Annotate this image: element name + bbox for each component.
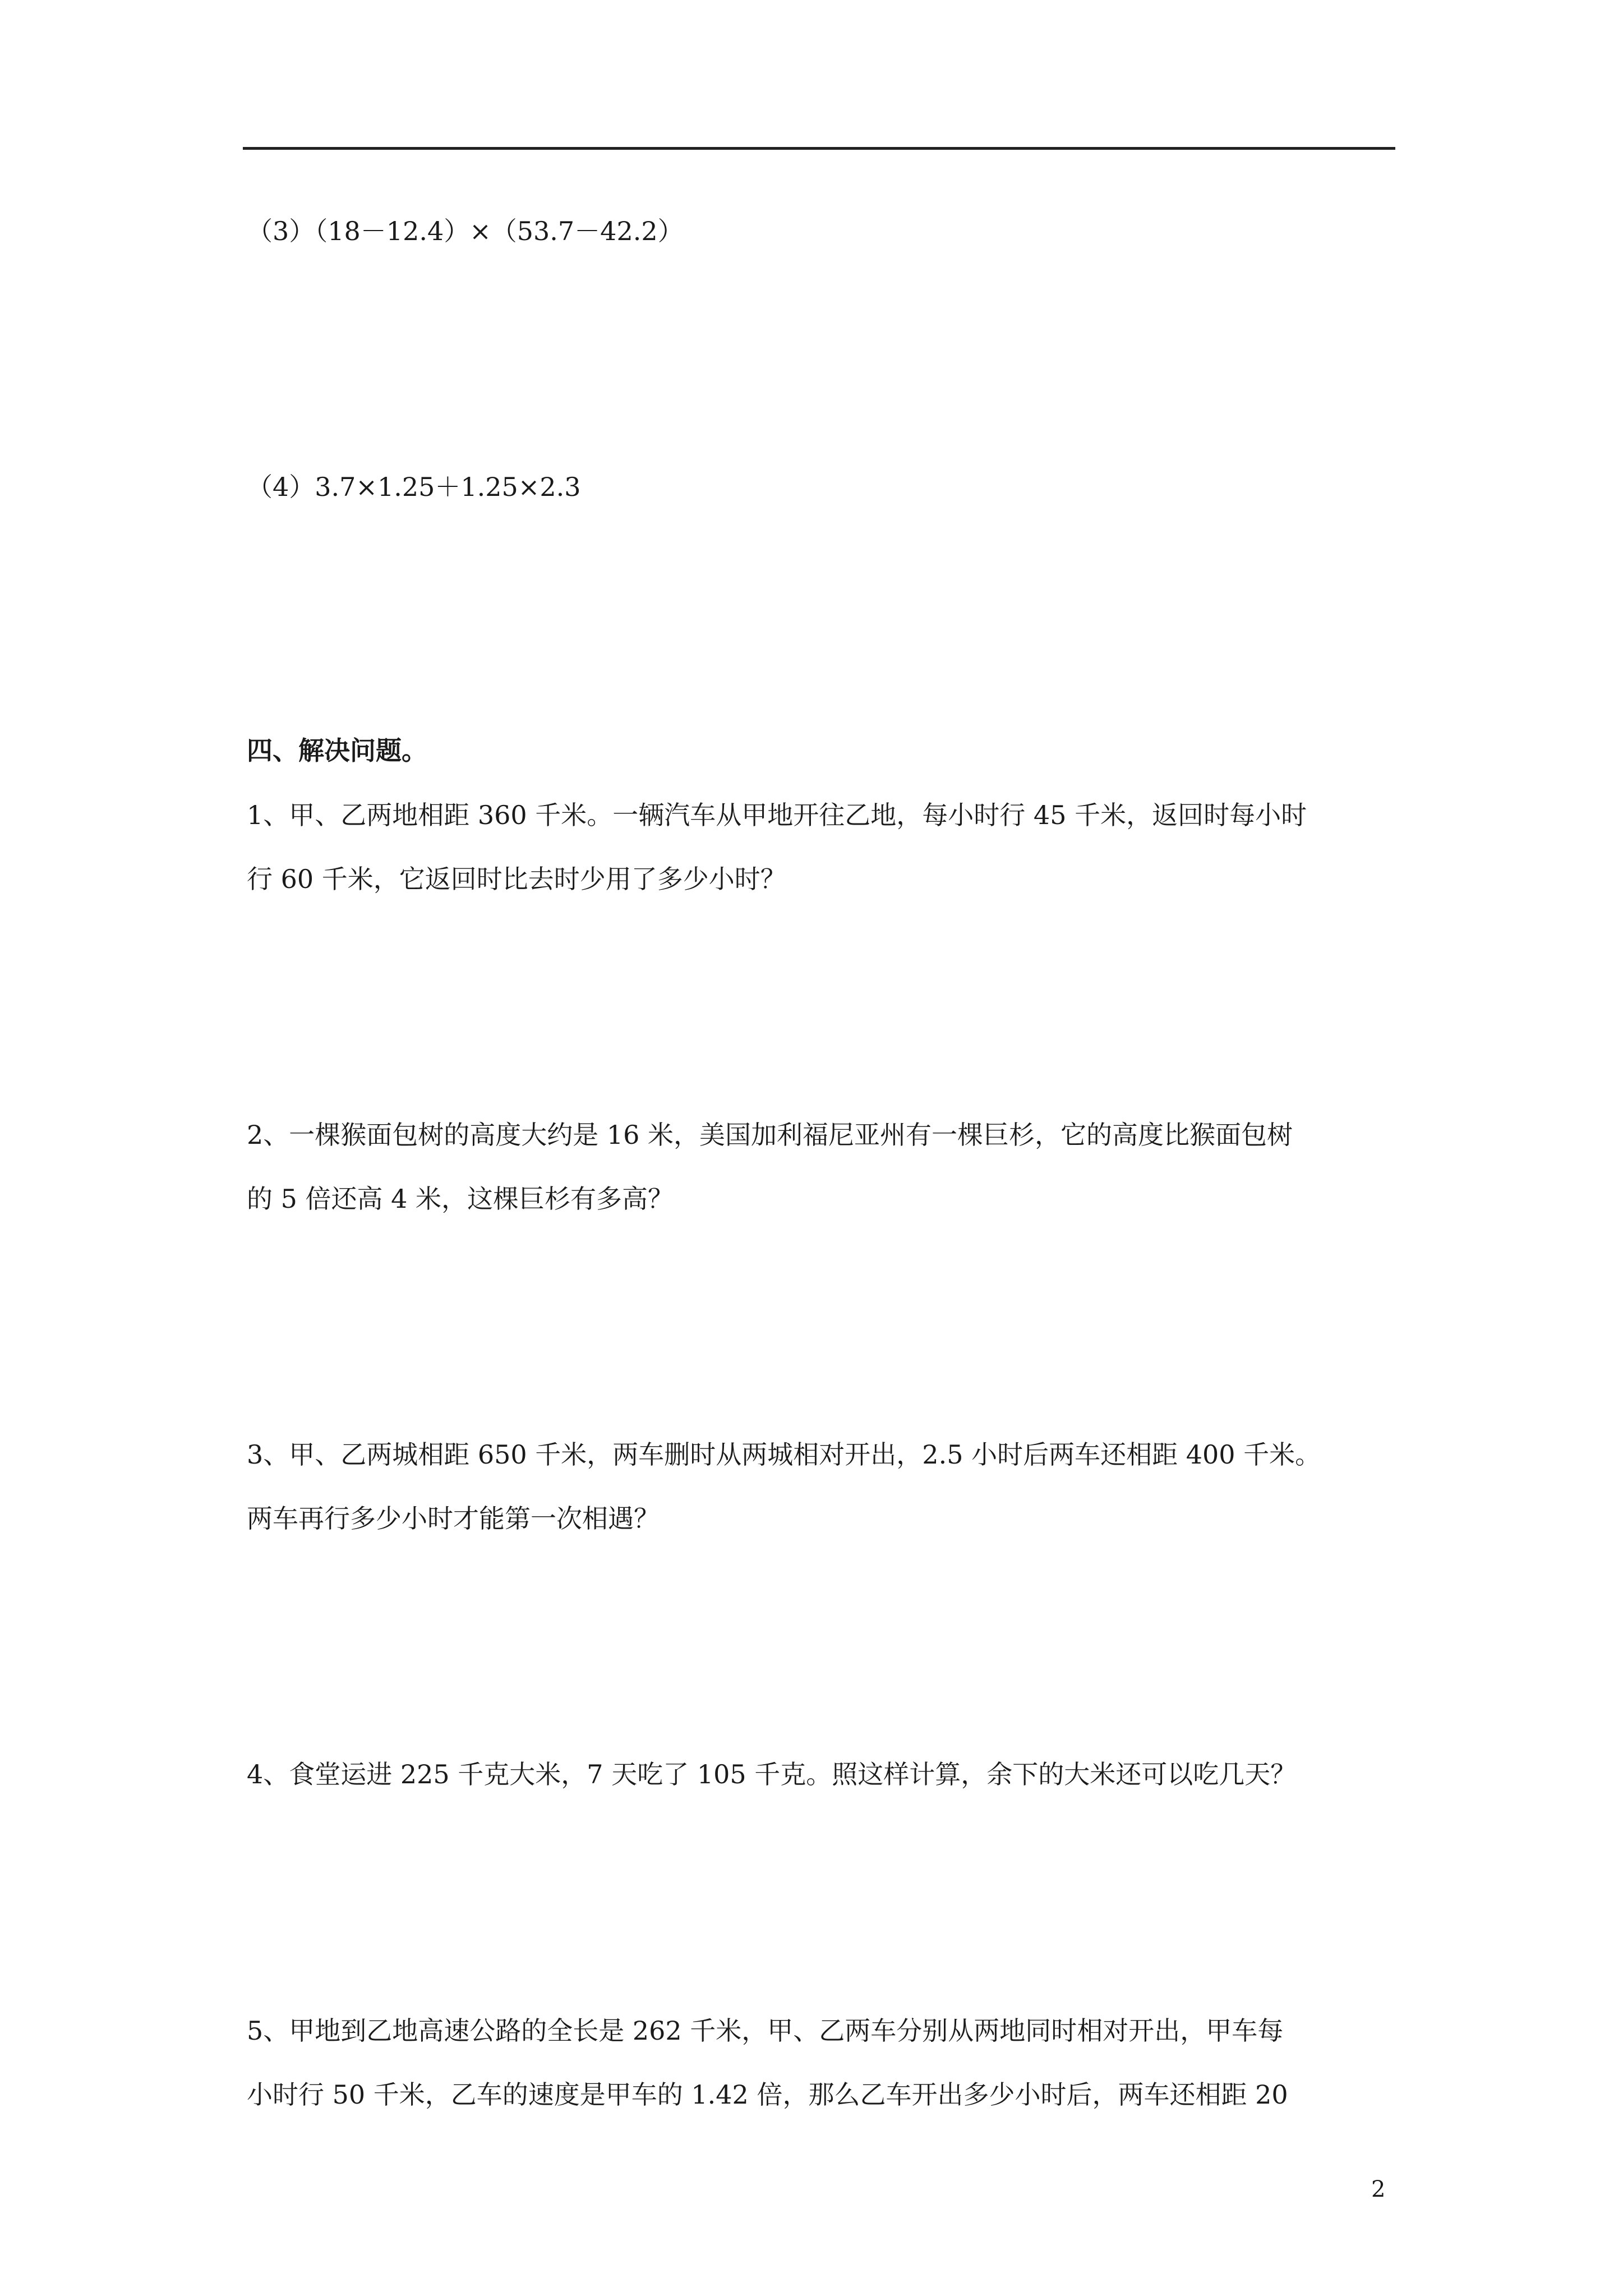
header-rule: [243, 147, 1395, 150]
problem-5-line-2: 小时行 50 千米，乙车的速度是甲车的 1.42 倍，那么乙车开出多少小时后，两车还相距 20: [247, 2079, 1288, 2110]
problem-2-line-1: 2、一棵猴面包树的高度大约是 16 米，美国加利福尼亚州有一棵巨杉，它的高度比猴面包树: [247, 1120, 1293, 1150]
page-number: 2: [1371, 2177, 1386, 2202]
calc-item-4: （4）3.7×1.25＋1.25×2.3: [247, 472, 581, 502]
problem-3-line-1: 3、甲、乙两城相距 650 千米，两车删时从两城相对开出，2.5 小时后两车还相距 400 千米。: [247, 1439, 1321, 1470]
problem-5-line-1: 5、甲地到乙地高速公路的全长是 262 千米，甲、乙两车分别从两地同时相对开出，甲车每: [247, 2016, 1284, 2046]
problem-1-line-1: 1、甲、乙两地相距 360 千米。一辆汽车从甲地开往乙地，每小时行 45 千米，返回时每小时: [247, 800, 1307, 830]
section-title: 四、解决问题。: [247, 735, 427, 766]
problem-2-line-2: 的 5 倍还高 4 米，这棵巨杉有多高？: [247, 1184, 674, 1214]
problem-1-line-2: 行 60 千米，它返回时比去时少用了多少小时？: [247, 864, 786, 894]
problem-4-line-1: 4、食堂运进 225 千克大米，7 天吃了 105 千克。照这样计算，余下的大米还可以吃几天？: [247, 1759, 1297, 1789]
calc-item-3: （3）（18－12.4）×（53.7－42.2）: [247, 216, 684, 246]
problem-3-line-2: 两车再行多少小时才能第一次相遇？: [247, 1503, 660, 1534]
